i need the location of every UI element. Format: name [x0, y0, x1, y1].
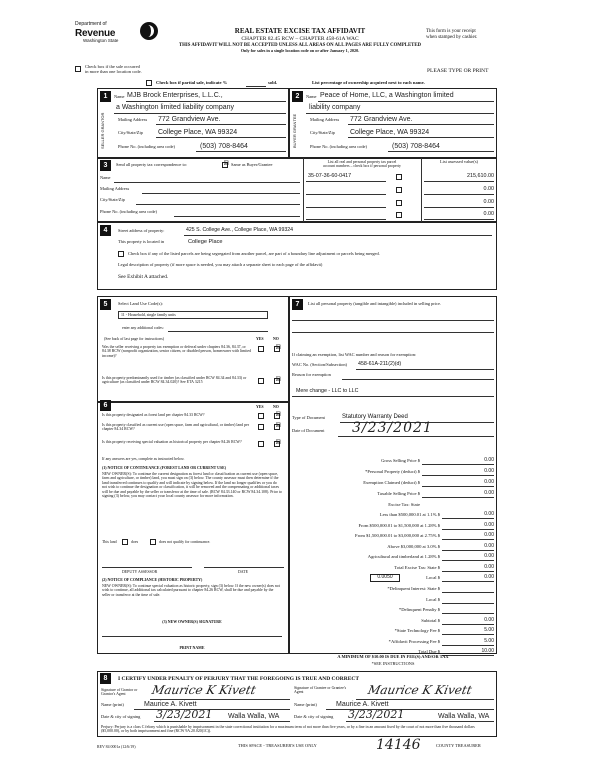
tax-row2-line	[442, 603, 494, 604]
reason-label: Reason for exemption	[292, 372, 331, 377]
grantee-name[interactable]: Maurice A. Kivett	[336, 701, 389, 708]
s6-q1-no[interactable]: ☒	[275, 411, 281, 418]
deputy-date-label: DATE	[238, 570, 248, 574]
tax-tier-line	[442, 539, 494, 540]
buyer-phone-label: Phone No. (including area code)	[310, 144, 367, 149]
s6-if-yes: If any answers are yes, complete as instructed below.	[102, 457, 185, 461]
grantor-name[interactable]: Maurice A. Kivett	[144, 701, 197, 708]
see-instructions: *SEE INSTRUCTIONS	[371, 661, 415, 666]
tax-tier-label: Agricultural and timberland at 1.28% $	[367, 554, 440, 559]
tax-row2-line	[442, 613, 494, 614]
seller-phone-line	[196, 151, 286, 152]
s6-yes-header: YES	[256, 405, 264, 409]
grantee-signature[interactable]: Maurice K Kivett	[366, 683, 474, 697]
grantor-city[interactable]: Walla Walla, WA	[228, 713, 280, 720]
tax-tier-value[interactable]: 0.00	[484, 553, 494, 559]
print-name-label: PRINT NAME	[179, 646, 205, 650]
notice1-text: NEW OWNER(S): To continue the current designation as forest land or classification as current use (open space, farm and agriculture, or timber) land, you must sign on (3) below. The county assessor must then determine if the land transferred continues to qualify and will indicate by signing below. If the land no longer qualifies or you do not wish to continue the designation or classification, it will be removed and the compensating or additional taxes will be due and payable by the seller or transferor at the time of sale. (RCW 84.33.140 or RCW 84.34.108). Prior to signing (3) below, you may contact your local county assessor for more information.	[102, 472, 282, 499]
s5-yes-header: YES	[256, 337, 264, 341]
tax-row-value[interactable]: 0.00	[484, 490, 494, 496]
does-not-label: does not qualify for continuance.	[159, 540, 211, 544]
buyer-phone-line	[388, 151, 494, 152]
treasurer-space: THIS SPACE - TREASURER'S USE ONLY	[238, 743, 317, 748]
street-label: Street address of property:	[118, 228, 165, 233]
grantor-date[interactable]: 3/23/2021	[156, 708, 213, 721]
tax-row2-line	[442, 624, 494, 625]
seller-city-label: City/State/Zip	[118, 130, 143, 135]
s5-q1: Was the seller receiving a property tax exemption or deferral under chapters 84.36, 84.37, or 84.38 RCW (nonprofit organization, senior citizen, or disabled person, homeowner with limited income)?	[102, 345, 252, 358]
s3-phone-line[interactable]	[174, 216, 300, 217]
partial-sale-label: Check box if partial sale, indicate %	[156, 80, 228, 85]
seller-name-label: Name	[114, 94, 125, 99]
wa-seal-icon	[140, 22, 158, 40]
tax-row2-label: *Affidavit Processing Fee $	[388, 638, 440, 644]
does-label: does	[131, 540, 139, 544]
notice1-title: (1) NOTICE OF CONTINUANCE (FOREST LAND OR CURRENT USE)	[102, 466, 227, 470]
street-address[interactable]: 425 S. College Ave., College Place, WA 99324	[186, 227, 293, 233]
partial-pct-line[interactable]	[246, 86, 266, 87]
county-treasurer: COUNTY TREASURER	[436, 743, 481, 748]
tax-row-value[interactable]: 0.00	[484, 479, 494, 485]
tax-row2-value[interactable]: 10.00	[481, 648, 494, 654]
grantor-sig-label: Signature of Grantor or Grantor's Agent	[101, 688, 138, 697]
reason-line-1	[342, 379, 494, 380]
form-title: REAL ESTATE EXCISE TAX AFFIDAVIT	[234, 27, 366, 35]
excise-state-label: Excise Tax: State	[388, 502, 420, 507]
buyer-name-cont-line	[306, 113, 494, 114]
tax-row-value[interactable]: 0.00	[484, 468, 494, 474]
grantor-name-label: Name (print)	[101, 702, 124, 707]
buyer-name-label: Name	[306, 94, 317, 99]
receipt-note	[426, 29, 526, 40]
tax-row-line	[422, 464, 494, 465]
local-tax-value[interactable]: 0.00	[484, 574, 494, 580]
see-back-note: (See back of last page for instructions)	[104, 337, 165, 341]
sold-label: sold.	[268, 80, 278, 85]
additional-codes-line[interactable]	[168, 331, 268, 332]
tax-row2-line	[442, 645, 494, 646]
segregated-label: Check box if any of the listed parcels are being segregated from another parcel, are part of a boundary line adjustment or parcels being merged.	[128, 251, 380, 256]
same-as-buyer-checkbox[interactable]: ☒	[223, 160, 229, 167]
notice2-title: (2) NOTICE OF COMPLIANCE (HISTORIC PROPERTY)	[102, 578, 203, 582]
tax-tier-line	[442, 550, 494, 551]
personal-property-line-2[interactable]	[292, 332, 494, 333]
wac-number[interactable]: 458-61A-211(2)(d)	[358, 361, 402, 367]
tax-row2-label: Local $	[426, 596, 440, 602]
grantee-date-city-label: Date & city of signing	[294, 714, 334, 719]
assessed-value[interactable]: 215,610.00	[467, 173, 494, 179]
tax-tier-value[interactable]: 0.00	[484, 542, 494, 549]
tax-tier-label: Total Excise Tax: State $	[394, 564, 440, 570]
parcel-list-header-1: List all real and personal property tax parcel	[327, 160, 397, 164]
section-3-divider-2	[421, 158, 422, 222]
doc-date-label: Date of Document	[292, 428, 325, 433]
personal-property-checkbox[interactable]	[396, 187, 402, 193]
new-owner-signature-label: (3) NEW OWNER(S) SIGNATURE	[162, 620, 222, 624]
multiple-location-label	[85, 65, 142, 75]
s6-q1-yes[interactable]	[258, 413, 264, 419]
s5-q1-yes[interactable]	[258, 346, 264, 352]
deputy-sign-line[interactable]	[102, 567, 192, 568]
s6-q2: Is this property classified as current use (open space, farm and agricultural, or timber) land per chapter 84.34 RCW?	[102, 423, 250, 432]
grantee-city[interactable]: Walla Walla, WA	[438, 713, 490, 720]
grantee-date[interactable]: 3/23/2021	[348, 708, 405, 721]
s3-name-line[interactable]	[114, 182, 300, 183]
seller-city-line	[156, 137, 286, 138]
tax-row-line	[422, 486, 494, 487]
s3-mailing-line[interactable]	[142, 193, 300, 194]
seller-name-line	[126, 101, 286, 102]
s3-mailing-label: Mailing Address	[100, 186, 130, 191]
s3-city-label: City/State/Zip	[100, 197, 125, 202]
see-exhibit: See Exhibit A attached.	[118, 274, 169, 280]
stamp-number: 14146	[376, 737, 421, 753]
section-2-number: 2	[292, 91, 303, 102]
grantor-date-city-label: Date & city of signing	[101, 714, 141, 719]
buyer-city-label: City/State/Zip	[310, 130, 335, 135]
buyer-phone[interactable]: (503) 708-8464	[392, 143, 440, 150]
certify-statement: I CERTIFY UNDER PENALTY OF PERJURY THAT THE FOREGOING IS TRUE AND CORRECT	[118, 676, 360, 682]
receipt-note-2: when stamped by cashier.	[426, 34, 478, 40]
receipt-note-1: This form is your receipt	[426, 29, 476, 34]
tax-tier-label: From $500,000.01 to $1,500,000 at 1.28% $	[358, 522, 440, 528]
seller-name-cont[interactable]: a Washington limited liability company	[116, 104, 235, 111]
s6-q3-yes[interactable]	[258, 441, 264, 447]
does-not-checkbox[interactable]	[150, 539, 156, 545]
assessed-line	[424, 181, 494, 182]
personal-property-checkbox[interactable]	[396, 200, 402, 206]
s6-q2-no[interactable]: ☒	[275, 422, 281, 429]
grantor-sig-line	[150, 699, 290, 700]
s6-no-header: NO	[273, 405, 279, 409]
assessed-line	[424, 219, 494, 220]
minimum-due: A MINIMUM OF $10.00 IS DUE IN FEE(S) AND/OR TAX	[337, 654, 449, 659]
segregated-checkbox[interactable]	[118, 251, 124, 257]
tax-row-label: Taxable Selling Price $	[377, 491, 420, 496]
wac-line	[356, 369, 494, 370]
located-city[interactable]: College Place	[188, 239, 223, 245]
tax-row-line	[422, 475, 494, 476]
personal-property-line-1[interactable]	[292, 320, 494, 321]
partial-sale-checkbox[interactable]	[146, 80, 152, 86]
assessed-header: List assessed value(s)	[439, 159, 479, 164]
s6-q1: Is this property designated as forest land per chapter 84.33 RCW?	[102, 413, 205, 417]
section-6-number: 6	[100, 400, 111, 411]
buyer-city[interactable]: College Place, WA 99324	[350, 129, 430, 136]
multiple-location-line1: Check box if the sale occurred	[85, 64, 140, 69]
parcel-list-header	[304, 160, 420, 169]
seller-phone-label: Phone No. (including area code)	[118, 144, 175, 149]
multiple-location-checkbox[interactable]	[75, 66, 81, 72]
exemption-claim-label: If claiming an exemption, list WAC number and reason for exemption:	[292, 352, 417, 357]
tax-tier-label: From $1,500,000.01 to $3,000,000 at 2.75% $	[355, 533, 440, 538]
assessed-value[interactable]: 0.00	[483, 199, 494, 205]
s3-city-line[interactable]	[136, 204, 300, 205]
tax-row-line	[422, 497, 494, 498]
tax-row2-label: Subtotal $	[421, 617, 440, 623]
wac-label: WAC No. (Section/Subsection)	[292, 362, 347, 367]
same-as-buyer-label: Same as Buyer/Grantee	[231, 162, 273, 167]
tax-tier-value[interactable]: 0.00	[484, 563, 494, 570]
section-7-number: 7	[292, 299, 303, 310]
grantee-sig-line	[356, 699, 494, 700]
reason-line-2	[292, 396, 494, 397]
notice2-text: NEW OWNER(S): To continue special valuation as historic property, sign (3) below. If the new owner(s) does not wish to continue, all additional tax calculated pursuant to chapter 84.26 RCW, shall be due and payable by the seller or transferor at the time of sale.	[102, 584, 280, 597]
tax-tier-line	[442, 529, 494, 530]
seller-mailing[interactable]: 772 Grandview Ave.	[158, 116, 221, 123]
parcel-number[interactable]: 35-07-36-60-0417	[308, 173, 352, 179]
seller-name-cont-line	[114, 113, 286, 114]
assessed-line	[424, 207, 494, 208]
buyer-mailing-label: Mailing Address	[310, 117, 340, 122]
reason-text[interactable]: Mere change - LLC to LLC	[296, 388, 359, 394]
seller-phone[interactable]: (503) 708-8464	[200, 143, 248, 150]
grantee-date-line	[346, 721, 494, 722]
local-tax-line	[442, 581, 494, 582]
grantee-name-label: Name (print)	[294, 702, 317, 707]
tax-row-label: *Personal Property (deduct) $	[365, 469, 420, 474]
deputy-date-line[interactable]	[204, 567, 284, 568]
tax-row2-value[interactable]: 5.00	[484, 637, 494, 644]
s3-phone-label: Phone No. (including area code)	[100, 209, 157, 214]
tax-tier-value[interactable]: 0.00	[484, 521, 494, 528]
local-rate-box[interactable]: 0.0050	[370, 574, 400, 582]
located-label: This property is located in	[118, 239, 165, 244]
tax-row2-label: *Delinquent Penalty $	[398, 607, 440, 612]
rev-number: REV 84 0001a (12/6/19)	[97, 745, 136, 749]
seller-name[interactable]: MJB Brock Enterprises, L.L.C.,	[127, 92, 223, 99]
grantee-sig-label: Signature of Grantee or Grantee's Agent	[294, 686, 347, 695]
tax-tier-value[interactable]: 0.00	[484, 511, 494, 517]
assessed-line	[424, 194, 494, 195]
s5-no-header: NO	[273, 337, 279, 341]
legal-description-label: Legal description of property (if more space is needed, you may attach a separate sheet to each page of the affidavit)	[118, 262, 323, 267]
land-use-select[interactable]: 11 - Household, single family units	[118, 311, 268, 319]
tax-tier-line	[442, 518, 494, 519]
parcel-list-header-2: account numbers – check box if personal property	[323, 164, 401, 169]
tax-row2-label: Total Due $	[418, 649, 440, 654]
section-8-number: 8	[100, 673, 111, 684]
grantor-date-line	[154, 721, 290, 722]
seller-city[interactable]: College Place, WA 99324	[158, 129, 238, 136]
personal-property-checkbox[interactable]	[396, 212, 402, 218]
does-checkbox[interactable]	[122, 539, 128, 545]
doc-type[interactable]: Statutory Warranty Deed	[342, 414, 408, 420]
dept-line1: Department of	[75, 21, 107, 27]
section-4-number: 4	[100, 225, 111, 236]
only-for-sales: Only for sales in a single location code on or after January 1, 2020.	[240, 48, 360, 53]
tax-row2-value[interactable]: 0.00	[484, 616, 494, 623]
perjury-notice: Perjury: Perjury is a class C felony which is punishable by imprisonment in the state correctional institution for a maximum term of not more than five years, or by a fine in an amount fixed by the court of not more than five thousand dollars ($5,000.00), or by both imprisonment and fine (RCW 9A.20.020(1C)).	[101, 725, 475, 734]
tax-tier-value[interactable]: 0.00	[484, 532, 494, 538]
s3-name-label: Name	[100, 175, 111, 180]
dept-line3: Washington State	[83, 37, 119, 43]
local-tax-label: Local $	[426, 575, 440, 580]
buyer-name-cont[interactable]: liability company	[309, 104, 361, 111]
buyer-mailing[interactable]: 772 Grandview Ave.	[350, 116, 413, 123]
tax-row-label: Exemption Claimed (deduct) $	[363, 480, 420, 485]
assessed-value[interactable]: 0.00	[483, 186, 494, 192]
new-owner-sign-line[interactable]	[102, 636, 282, 637]
tax-row2-value[interactable]: 5.00	[484, 627, 494, 633]
buyer-city-line	[348, 137, 494, 138]
list-percentage: List percentage of ownership acquired next to each name.	[312, 80, 425, 85]
s5-q1-no[interactable]: ☒	[275, 344, 281, 351]
tax-row2-label: *State Technology Fee $	[394, 628, 440, 633]
type-or-print: PLEASE TYPE OR PRINT	[427, 68, 489, 74]
s5-q2-no[interactable]: ☒	[275, 376, 281, 383]
multiple-location-line2: in more than one location code.	[85, 68, 142, 74]
dept-line2: Revenue	[75, 27, 116, 39]
section-3-number: 3	[100, 160, 111, 171]
parcel-line	[306, 219, 386, 220]
form-chapter: CHAPTER 82.45 RCW – CHAPTER 458-61A WAC	[241, 36, 359, 42]
this-land-label: This land	[102, 540, 117, 544]
s6-q3: Is this property receiving special valuation as historical property per chapter 84.26 RCW?	[102, 440, 242, 444]
seller-side-label: SELLER GRANTOR	[100, 112, 105, 150]
parcel-line	[306, 207, 386, 208]
section-1-number: 1	[100, 91, 111, 102]
s6-q2-yes[interactable]	[258, 424, 264, 430]
select-land-use-label: Select Land Use Code(s):	[118, 301, 163, 306]
tax-tier-label: Above $3,000,000 at 3.0% $	[387, 543, 440, 549]
buyer-name-line	[318, 101, 494, 102]
tax-tier-label: Less than $500,000.01 at 1.1% $	[379, 512, 440, 517]
parcel-line	[306, 194, 386, 195]
section-5-number: 5	[100, 299, 111, 310]
buyer-mailing-line	[348, 124, 494, 125]
deputy-assessor-label: DEPUTY ASSESSOR	[122, 570, 158, 574]
doc-type-label: Type of Document	[292, 415, 325, 420]
tax-tier-line	[442, 571, 494, 572]
doc-date-line	[338, 436, 494, 437]
additional-codes-label: enter any additional codes:	[122, 326, 164, 330]
s6-q3-no[interactable]: ☒	[275, 439, 281, 446]
send-correspondence-label: Send all property tax correspondence to:	[116, 162, 188, 167]
grantor-signature[interactable]: Maurice K Kivett	[150, 683, 258, 697]
tax-row2-line	[442, 634, 494, 635]
tax-tier-line	[442, 560, 494, 561]
s5-q2-yes[interactable]	[258, 378, 264, 384]
personal-property-checkbox[interactable]	[396, 174, 402, 180]
tax-row-label: Gross Selling Price $	[381, 458, 420, 463]
tax-row2-label: *Delinquent Interest: State $	[387, 586, 440, 591]
street-line	[184, 235, 492, 236]
form-warning: THIS AFFIDAVIT WILL NOT BE ACCEPTED UNLESS ALL AREAS ON ALL PAGES ARE FULLY COMPLETED	[178, 43, 422, 48]
assessed-value[interactable]: 0.00	[483, 211, 494, 217]
buyer-side-label: BUYER GRANTEE	[292, 113, 297, 149]
personal-property-label: List all personal property (tangible and intangible) included in selling price.	[308, 301, 442, 306]
parcel-line	[306, 181, 386, 182]
seller-mailing-label: Mailing Address	[118, 117, 148, 122]
buyer-name[interactable]: Peace of Home, LLC, a Washington limited	[320, 92, 454, 99]
s5-q2: Is this property predominantly used for timber (as classified under RCW 84.34 and 84.33) or agriculture (as classified under RCW 84.34.020)? See ETA 3215	[102, 376, 247, 385]
tax-row-value[interactable]: 0.00	[484, 457, 494, 463]
doc-date[interactable]: 3/23/2021	[352, 420, 433, 436]
tax-row2-line	[442, 592, 494, 593]
seller-mailing-line	[156, 124, 286, 125]
